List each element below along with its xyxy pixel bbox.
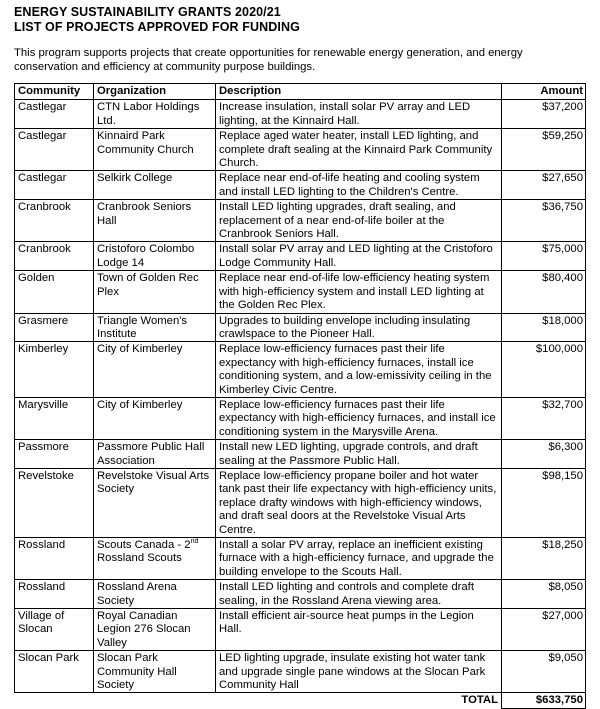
cell-description: Install LED lighting upgrades, draft sealing, and replacement of a near end-of-life boiler at the Cranbrook Seniors Hall. <box>216 200 502 242</box>
cell-organization <box>94 538 216 580</box>
cell-community: Grasmere <box>15 313 94 342</box>
cell-organization: Rossland Arena Society <box>94 580 216 609</box>
cell-organization: Triangle Women's Institute <box>94 313 216 342</box>
header-community: Community <box>15 84 94 100</box>
total-amount: $633,750 <box>502 693 586 708</box>
cell-organization: Royal Canadian Legion 276 Slocan Valley <box>94 609 216 651</box>
cell-description: Install solar PV array and LED lighting at the Cristoforo Lodge Community Hall. <box>216 242 502 271</box>
cell-description: Replace low-efficiency furnaces past their life expectancy with high-efficiency furnaces, and install ice conditioning system in the Marysville Arena. <box>216 397 502 439</box>
cell-description: Replace near end-of-life low-efficiency heating system with high-efficiency system and install LED lighting at the Golden Rec Plex. <box>216 271 502 313</box>
cell-organization: Cristoforo Colombo Lodge 14 <box>94 242 216 271</box>
cell-community: Cranbrook <box>15 200 94 242</box>
cell-amount: $59,250 <box>502 129 586 171</box>
table-row <box>15 242 586 271</box>
organization-text-part-1: Scouts Canada - 2 <box>97 539 191 551</box>
cell-organization: Town of Golden Rec Plex <box>94 271 216 313</box>
ordinal-suffix: nd <box>190 538 199 546</box>
table-row <box>15 342 586 398</box>
cell-amount: $9,050 <box>502 651 586 693</box>
cell-amount: $100,000 <box>502 342 586 398</box>
table-row <box>15 271 586 313</box>
cell-amount: $80,400 <box>502 271 586 313</box>
cell-description: Replace aged water heater, install LED lighting, and complete draft sealing at the Kinnaird Park Community Church. <box>216 129 502 171</box>
total-spacer <box>15 693 94 708</box>
cell-amount: $18,250 <box>502 538 586 580</box>
table-row <box>15 609 586 651</box>
cell-amount: $27,000 <box>502 609 586 651</box>
table-row <box>15 651 586 693</box>
cell-community: Village of Slocan <box>15 609 94 651</box>
total-row <box>15 693 586 708</box>
table-row <box>15 580 586 609</box>
cell-organization: Revelstoke Visual Arts Society <box>94 468 216 537</box>
table-row <box>15 440 586 469</box>
total-label: TOTAL <box>216 693 502 708</box>
cell-description: Install a solar PV array, replace an inefficient existing furnace with a high-efficiency furnace, and upgrade the building envelope to the Scouts Hall. <box>216 538 502 580</box>
cell-amount: $27,650 <box>502 171 586 200</box>
cell-description: Install new LED lighting, upgrade controls, and draft sealing at the Passmore Public Hall. <box>216 440 502 469</box>
table-row <box>15 468 586 537</box>
cell-organization: City of Kimberley <box>94 342 216 398</box>
cell-amount: $75,000 <box>502 242 586 271</box>
table-row <box>15 200 586 242</box>
header-organization: Organization <box>94 84 216 100</box>
table-header-row <box>15 84 586 100</box>
cell-description: Increase insulation, install solar PV array and LED lighting, at the Kinnaird Hall. <box>216 100 502 129</box>
cell-community: Rossland <box>15 580 94 609</box>
table-row <box>15 171 586 200</box>
table-row <box>15 397 586 439</box>
organization-text-part-2: Rossland Scouts <box>97 552 182 565</box>
cell-description: Replace low-efficiency furnaces past their life expectancy with high-efficiency furnaces, install ice conditioning system, and a low-emissivity ceiling in the Kimberley Civic Centre. <box>216 342 502 398</box>
cell-amount: $36,750 <box>502 200 586 242</box>
document-title-line-1: ENERGY SUSTAINABILITY GRANTS 2020/21 <box>14 5 281 19</box>
cell-description: Replace low-efficiency propane boiler and hot water tank past their life expectancy with high-efficiency units, replace drafty windows with high-efficiency windows, and draft seal doors at the Revelstoke Visual Arts Centre. <box>216 468 502 537</box>
cell-organization: Cranbrook Seniors Hall <box>94 200 216 242</box>
cell-organization: City of Kimberley <box>94 397 216 439</box>
cell-community: Marysville <box>15 397 94 439</box>
cell-organization: CTN Labor Holdings Ltd. <box>94 100 216 129</box>
cell-community: Slocan Park <box>15 651 94 693</box>
cell-description: Install efficient air-source heat pumps in the Legion Hall. <box>216 609 502 651</box>
cell-community: Rossland <box>15 538 94 580</box>
cell-community: Castlegar <box>15 129 94 171</box>
intro-paragraph: This program supports projects that create opportunities for renewable energy generation, and energy conservation and efficiency at community purpose buildings. <box>14 47 523 73</box>
table-row <box>15 100 586 129</box>
table-row <box>15 313 586 342</box>
cell-community: Kimberley <box>15 342 94 398</box>
document-title-line-2: LIST OF PROJECTS APPROVED FOR FUNDING <box>14 20 300 34</box>
table-row <box>15 538 586 580</box>
cell-description: Install LED lighting and controls and complete draft sealing, in the Rossland Arena viewing area. <box>216 580 502 609</box>
cell-community: Passmore <box>15 440 94 469</box>
cell-organization: Passmore Public Hall Association <box>94 440 216 469</box>
cell-amount: $6,300 <box>502 440 586 469</box>
cell-description: Upgrades to building envelope including insulating crawlspace to the Pioneer Hall. <box>216 313 502 342</box>
cell-community: Castlegar <box>15 171 94 200</box>
cell-community: Golden <box>15 271 94 313</box>
cell-amount: $18,000 <box>502 313 586 342</box>
cell-amount: $32,700 <box>502 397 586 439</box>
cell-organization: Selkirk College <box>94 171 216 200</box>
header-description: Description <box>216 84 502 100</box>
cell-amount: $8,050 <box>502 580 586 609</box>
cell-community: Revelstoke <box>15 468 94 537</box>
cell-community: Cranbrook <box>15 242 94 271</box>
cell-description: Replace near end-of-life heating and cooling system and install LED lighting to the Children's Centre. <box>216 171 502 200</box>
header-amount: Amount <box>502 84 586 100</box>
cell-organization: Slocan Park Community Hall Society <box>94 651 216 693</box>
cell-amount: $98,150 <box>502 468 586 537</box>
cell-description: LED lighting upgrade, insulate existing hot water tank and upgrade single pane windows at the Slocan Park Community Hall <box>216 651 502 693</box>
cell-organization: Kinnaird Park Community Church <box>94 129 216 171</box>
projects-table <box>14 83 586 709</box>
total-spacer <box>94 693 216 708</box>
table-row <box>15 129 586 171</box>
cell-amount: $37,200 <box>502 100 586 129</box>
cell-community: Castlegar <box>15 100 94 129</box>
